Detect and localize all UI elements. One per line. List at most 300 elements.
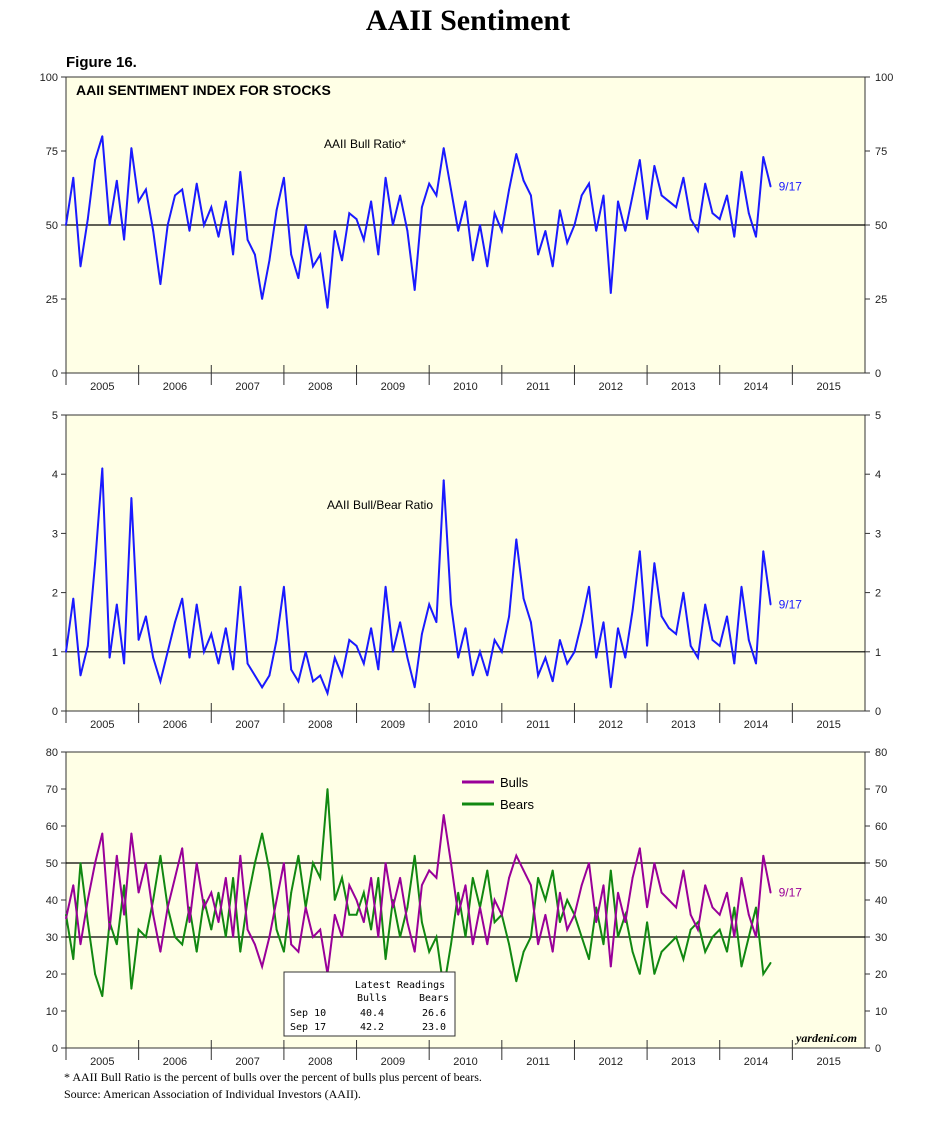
bulls-point — [523, 870, 525, 872]
bull-ratio-point — [160, 283, 162, 285]
bears-point — [465, 936, 467, 938]
bulls-point — [450, 862, 452, 864]
bull-bear-ratio-ytick-left-label: 3 — [51, 528, 58, 541]
bears-point — [770, 962, 772, 964]
bull-ratio-point — [770, 186, 772, 188]
bull-bear-ratio-point — [123, 663, 125, 665]
bears-point — [457, 892, 459, 894]
bull-bear-ratio-point — [138, 639, 140, 641]
bulls-point — [377, 936, 379, 938]
bull-bear-ratio-xtick-label-2006: 2006 — [162, 719, 188, 731]
bulls-point — [436, 877, 438, 879]
bulls-bears-xtick-label-2012: 2012 — [598, 1056, 624, 1068]
bull-bear-ratio-point — [545, 657, 547, 659]
bulls-point — [537, 944, 539, 946]
bears-point — [341, 877, 343, 879]
bull-bear-ratio-ytick-left-label: 1 — [51, 646, 58, 659]
bull-bear-ratio-point — [668, 627, 670, 629]
bull-bear-ratio-xtick-label-2011: 2011 — [526, 719, 550, 731]
bull-bear-ratio-point — [210, 633, 212, 635]
bull-ratio-point — [239, 171, 241, 173]
bears-point — [494, 921, 496, 923]
bull-bear-ratio-point — [610, 686, 612, 688]
bulls-point — [588, 862, 590, 864]
bulls-point — [348, 884, 350, 886]
bulls-point — [632, 877, 634, 879]
bulls-point — [334, 914, 336, 916]
bears-point — [646, 921, 648, 923]
bears-point — [450, 944, 452, 946]
bull-bear-ratio-point — [653, 562, 655, 564]
bull-bear-ratio-point — [523, 598, 525, 600]
bull-ratio-point — [436, 195, 438, 197]
bull-bear-ratio-point — [552, 681, 554, 683]
bull-bear-ratio-point — [559, 639, 561, 641]
bull-bear-ratio-point — [494, 639, 496, 641]
bull-bear-ratio-point — [377, 669, 379, 671]
bears-point — [87, 921, 89, 923]
bull-bear-ratio-point — [356, 645, 358, 647]
bull-ratio-point — [508, 189, 510, 191]
bulls-point — [457, 914, 459, 916]
bears-point — [152, 899, 154, 901]
bull-ratio-point — [545, 230, 547, 232]
bulls-bears-ytick-right-label: 60 — [875, 821, 888, 833]
bull-ratio-point — [392, 224, 394, 226]
bears-point — [109, 921, 111, 923]
bulls-point — [123, 914, 125, 916]
watermark: yardeni.com — [796, 1031, 857, 1045]
bull-ratio-point — [385, 177, 387, 179]
bulls-bears-xtick-label-2014: 2014 — [743, 1056, 769, 1068]
bulls-point — [704, 884, 706, 886]
bull-ratio-point — [595, 230, 597, 232]
bull-ratio-point — [196, 183, 198, 185]
bull-ratio-point — [203, 224, 205, 226]
bears-point — [334, 899, 336, 901]
bull-bear-ratio-point — [683, 592, 685, 594]
bull-ratio-point — [319, 254, 321, 256]
bears-point — [312, 862, 314, 864]
bull-bear-ratio-point — [334, 657, 336, 659]
bears-point — [203, 899, 205, 901]
bull-bear-ratio-point — [479, 651, 481, 653]
bull-ratio-point — [116, 180, 118, 182]
bull-bear-ratio-xtick-label-2005: 2005 — [90, 719, 115, 731]
bulls-point — [363, 921, 365, 923]
bull-ratio-ytick-right-label: 50 — [875, 220, 888, 232]
bulls-point — [501, 914, 503, 916]
bull-bear-ratio-point — [406, 657, 408, 659]
bulls-point — [268, 936, 270, 938]
bears-point — [319, 877, 321, 879]
bull-ratio-point — [668, 200, 670, 202]
bull-ratio-point — [225, 200, 227, 202]
legend-bears-label: Bears — [500, 797, 534, 812]
bull-ratio-ytick-left-label: 75 — [45, 146, 58, 158]
bears-point — [283, 951, 285, 953]
legend-bulls-label: Bulls — [500, 775, 529, 790]
bull-bear-ratio-point — [443, 479, 445, 481]
bull-bear-ratio-ytick-right-label: 4 — [875, 469, 882, 482]
bulls-point — [603, 884, 605, 886]
bull-ratio-xtick-label-2012: 2012 — [598, 381, 624, 393]
bull-ratio-point — [690, 218, 692, 220]
bull-bear-ratio-point — [508, 615, 510, 617]
bull-bear-ratio-point — [94, 562, 96, 564]
bull-bear-ratio-point — [530, 621, 532, 623]
bull-bear-ratio-ytick-left-label: 5 — [51, 410, 58, 422]
bull-ratio-point — [704, 183, 706, 185]
bull-ratio-chart-title: AAII SENTIMENT INDEX FOR STOCKS — [76, 82, 331, 98]
latest-readings-row-1-date: Sep 10 — [290, 1008, 327, 1019]
bull-bear-ratio-point — [515, 538, 517, 540]
bull-bear-ratio-point — [675, 633, 677, 635]
bull-bear-ratio-point — [762, 550, 764, 552]
bull-ratio-point — [465, 200, 467, 202]
bulls-bears-ytick-left-label: 50 — [45, 858, 58, 870]
bears-point — [683, 958, 685, 960]
bull-ratio-point — [261, 298, 263, 300]
bull-bear-ratio-point — [319, 675, 321, 677]
bulls-point — [65, 918, 67, 920]
bulls-point — [261, 966, 263, 968]
bull-ratio-point — [283, 177, 285, 179]
bears-point — [668, 944, 670, 946]
bears-point — [719, 929, 721, 931]
bull-bear-ratio-point — [101, 467, 103, 469]
bears-point — [290, 892, 292, 894]
bulls-point — [675, 907, 677, 909]
bulls-point — [443, 814, 445, 816]
bull-bear-ratio-ytick-left-label: 4 — [51, 469, 58, 482]
bears-point — [116, 944, 118, 946]
bull-ratio-point — [312, 266, 314, 268]
bears-point — [552, 870, 554, 872]
bulls-bears-xtick-label-2009: 2009 — [380, 1056, 406, 1068]
bull-ratio-point — [145, 189, 147, 191]
bulls-point — [210, 892, 212, 894]
bull-bear-ratio-point — [712, 639, 714, 641]
bears-point — [225, 936, 227, 938]
latest-readings-bears-header: Bears — [418, 993, 450, 1004]
bulls-point — [624, 921, 626, 923]
bull-bear-ratio-point — [392, 651, 394, 653]
bull-bear-ratio-point — [283, 586, 285, 588]
bull-bear-ratio-point — [87, 645, 89, 647]
bulls-point — [72, 884, 74, 886]
bears-point — [356, 914, 358, 916]
bulls-point — [741, 877, 743, 879]
bull-ratio-xtick-label-2009: 2009 — [380, 381, 406, 393]
bears-point — [755, 907, 757, 909]
bulls-bears-ytick-right-label: 30 — [875, 932, 888, 944]
bull-ratio-point — [523, 180, 525, 182]
bears-point — [123, 884, 125, 886]
bulls-bears-xtick-label-2007: 2007 — [235, 1056, 260, 1068]
bulls-bears-ytick-left-label: 0 — [51, 1043, 58, 1055]
bulls-point — [160, 951, 162, 953]
bull-ratio-ytick-left-label: 25 — [45, 294, 58, 306]
bull-ratio-point — [443, 147, 445, 149]
bull-ratio-point — [130, 147, 132, 149]
bull-ratio-end-label: 9/17 — [778, 179, 802, 194]
bull-bear-ratio-point — [298, 681, 300, 683]
bull-bear-ratio-point — [268, 675, 270, 677]
bears-point — [704, 951, 706, 953]
bull-bear-ratio-point — [770, 604, 772, 606]
bull-bear-ratio-point — [109, 657, 111, 659]
bears-point — [624, 914, 626, 916]
latest-readings-row-1-bears: 26.6 — [421, 1008, 447, 1019]
bull-bear-ratio-xtick-label-2013: 2013 — [671, 719, 696, 731]
bull-ratio-point — [174, 195, 176, 197]
bull-ratio-point — [348, 212, 350, 214]
bears-point — [530, 936, 532, 938]
bears-point — [392, 899, 394, 901]
bears-point — [472, 877, 474, 879]
footnote: * AAII Bull Ratio is the percent of bulls over the percent of bulls plus percent of bears. — [64, 1070, 482, 1084]
bull-bear-ratio-point — [617, 627, 619, 629]
bull-bear-ratio-ytick-right-label: 3 — [875, 528, 882, 541]
bull-ratio-point — [632, 195, 634, 197]
bull-bear-ratio-point — [145, 615, 147, 617]
bears-point — [370, 929, 372, 931]
bull-bear-ratio-ytick-left-label: 0 — [51, 706, 58, 718]
bull-bear-ratio-point — [566, 663, 568, 665]
bull-ratio-point — [733, 236, 735, 238]
bull-bear-ratio-point — [661, 615, 663, 617]
bull-bear-ratio-ytick-left-label: 2 — [51, 587, 58, 600]
latest-readings-row-2-bears: 23.0 — [421, 1022, 447, 1033]
bulls-bears-ytick-right-label: 20 — [875, 969, 888, 981]
bulls-point — [254, 944, 256, 946]
bears-point — [363, 892, 365, 894]
bulls-bears-ytick-right-label: 80 — [875, 747, 888, 759]
bulls-point — [399, 877, 401, 879]
bull-ratio-ytick-left-label: 100 — [39, 72, 58, 84]
bulls-point — [305, 907, 307, 909]
bears-point — [559, 921, 561, 923]
bull-bear-ratio-point — [436, 621, 438, 623]
bulls-point — [319, 929, 321, 931]
bull-ratio-xtick-label-2008: 2008 — [307, 381, 333, 393]
bears-point — [247, 899, 249, 901]
bull-bear-ratio-point — [733, 663, 735, 665]
bulls-point — [494, 899, 496, 901]
bull-ratio-point — [712, 212, 714, 214]
bull-ratio-point — [719, 218, 721, 220]
bull-bear-ratio-point — [603, 621, 605, 623]
bulls-point — [668, 899, 670, 901]
bears-point — [515, 981, 517, 983]
bulls-point — [181, 847, 183, 849]
bull-bear-ratio-point — [276, 639, 278, 641]
bulls-point — [196, 862, 198, 864]
bull-ratio-point — [486, 266, 488, 268]
bull-ratio-point — [566, 242, 568, 244]
bull-bear-ratio-point — [130, 497, 132, 499]
bears-point — [268, 870, 270, 872]
bulls-point — [486, 944, 488, 946]
bull-ratio-point — [406, 230, 408, 232]
bears-point — [65, 914, 67, 916]
bull-ratio-point — [189, 230, 191, 232]
bulls-point — [385, 862, 387, 864]
bull-bear-ratio-chart-title: AAII Bull/Bear Ratio — [326, 498, 434, 512]
bull-bear-ratio-point — [486, 675, 488, 677]
bull-ratio-point — [138, 200, 140, 202]
bull-bear-ratio-point — [581, 621, 583, 623]
bull-bear-ratio-ytick-right-label: 2 — [875, 587, 882, 600]
bull-ratio-point — [414, 289, 416, 291]
bulls-point — [465, 884, 467, 886]
bull-bear-ratio-point — [741, 586, 743, 588]
bull-bear-ratio-point — [472, 675, 474, 677]
bull-ratio-point — [624, 230, 626, 232]
bears-point — [595, 907, 597, 909]
bull-bear-ratio-point — [646, 645, 648, 647]
bull-bear-ratio-point — [181, 598, 183, 600]
bull-bear-ratio-point — [218, 663, 220, 665]
bears-point — [174, 936, 176, 938]
bulls-point — [145, 862, 147, 864]
bull-ratio-point — [210, 206, 212, 208]
bulls-bears-ytick-left-label: 30 — [45, 932, 58, 944]
bull-ratio-point — [370, 200, 372, 202]
bull-ratio-point — [87, 218, 89, 220]
bulls-bears-ytick-left-label: 60 — [45, 821, 58, 833]
bull-ratio-point — [399, 195, 401, 197]
bull-ratio-point — [152, 230, 154, 232]
bulls-point — [94, 862, 96, 864]
bull-ratio-point — [363, 239, 365, 241]
bulls-bears-ytick-left-label: 20 — [45, 969, 58, 981]
bears-point — [632, 951, 634, 953]
bull-bear-ratio-point — [697, 657, 699, 659]
bull-bear-ratio-point — [261, 686, 263, 688]
bull-bear-ratio-point — [457, 657, 459, 659]
bulls-point — [116, 855, 118, 857]
bears-point — [130, 988, 132, 990]
bull-ratio-ytick-right-label: 100 — [875, 72, 894, 84]
bears-point — [603, 944, 605, 946]
bears-point — [377, 877, 379, 879]
bull-bear-ratio-point — [160, 681, 162, 683]
bull-ratio-point — [254, 254, 256, 256]
bull-ratio-point — [457, 230, 459, 232]
bull-bear-ratio-point — [370, 627, 372, 629]
bulls-point — [770, 892, 772, 894]
bull-ratio-point — [450, 189, 452, 191]
bull-bear-ratio-point — [704, 604, 706, 606]
bull-bear-ratio-point — [363, 663, 365, 665]
bull-ratio-xtick-label-2014: 2014 — [743, 381, 769, 393]
bulls-point — [683, 870, 685, 872]
bull-ratio-point — [653, 165, 655, 167]
bears-point — [414, 855, 416, 857]
bulls-bears-panel — [46, 747, 888, 1068]
bull-bear-ratio-point — [232, 669, 234, 671]
bull-ratio-point — [276, 209, 278, 211]
bulls-point — [406, 921, 408, 923]
bull-ratio-point — [755, 236, 757, 238]
bulls-bears-xtick-label-2008: 2008 — [307, 1056, 333, 1068]
bull-bear-ratio-point — [348, 639, 350, 641]
bears-point — [327, 788, 329, 790]
bull-bear-ratio-point — [748, 639, 750, 641]
bulls-point — [203, 907, 205, 909]
bull-bear-ratio-point — [65, 651, 67, 653]
bears-point — [537, 877, 539, 879]
bull-bear-ratio-xtick-label-2014: 2014 — [743, 719, 769, 731]
bears-point — [486, 870, 488, 872]
bull-bear-ratio-point — [254, 675, 256, 677]
bull-bear-ratio-point — [196, 604, 198, 606]
bears-point — [428, 951, 430, 953]
bulls-point — [595, 921, 597, 923]
bears-point — [726, 951, 728, 953]
bulls-point — [276, 899, 278, 901]
bears-point — [421, 921, 423, 923]
bull-ratio-point — [552, 266, 554, 268]
bulls-point — [290, 944, 292, 946]
bulls-bears-xtick-label-2013: 2013 — [671, 1056, 696, 1068]
bull-bear-ratio-point — [726, 615, 728, 617]
bull-ratio-ytick-right-label: 0 — [875, 368, 882, 380]
latest-readings-row-2-date: Sep 17 — [290, 1022, 327, 1033]
bull-bear-ratio-point — [305, 651, 307, 653]
bulls-point — [755, 936, 757, 938]
bears-point — [610, 870, 612, 872]
bull-ratio-ytick-right-label: 25 — [875, 294, 888, 306]
bull-bear-ratio-xtick-label-2012: 2012 — [598, 719, 624, 731]
bull-ratio-point — [741, 171, 743, 173]
bulls-bears-ytick-right-label: 70 — [875, 784, 888, 796]
bulls-point — [508, 877, 510, 879]
bull-bear-ratio-point — [174, 621, 176, 623]
bears-point — [254, 862, 256, 864]
latest-readings-title: Latest Readings — [354, 980, 446, 991]
bull-bear-ratio-point — [327, 692, 329, 694]
bears-point — [80, 862, 82, 864]
bulls-bears-xtick-label-2005: 2005 — [90, 1056, 115, 1068]
bears-point — [406, 907, 408, 909]
bull-ratio-point — [80, 266, 82, 268]
bull-ratio-point — [559, 209, 561, 211]
bull-bear-ratio-point — [639, 550, 641, 552]
bulls-point — [174, 877, 176, 879]
bulls-bears-ytick-right-label: 50 — [875, 858, 888, 870]
bulls-point — [239, 855, 241, 857]
bull-ratio-point — [574, 224, 576, 226]
bulls-point — [298, 951, 300, 953]
bull-ratio-point — [356, 218, 358, 220]
bull-bear-ratio-point — [501, 651, 503, 653]
latest-readings-row-2-bulls: 42.2 — [359, 1022, 385, 1033]
bulls-point — [87, 899, 89, 901]
latest-readings-row-1-bulls: 40.4 — [359, 1008, 385, 1019]
bull-bear-ratio-point — [312, 681, 314, 683]
bull-ratio-point — [181, 189, 183, 191]
bulls-point — [167, 907, 169, 909]
bulls-point — [138, 892, 140, 894]
bull-ratio-point — [661, 195, 663, 197]
bears-point — [385, 958, 387, 960]
bull-bear-ratio-point — [624, 657, 626, 659]
bears-point — [210, 929, 212, 931]
bull-ratio-panel — [40, 72, 894, 393]
